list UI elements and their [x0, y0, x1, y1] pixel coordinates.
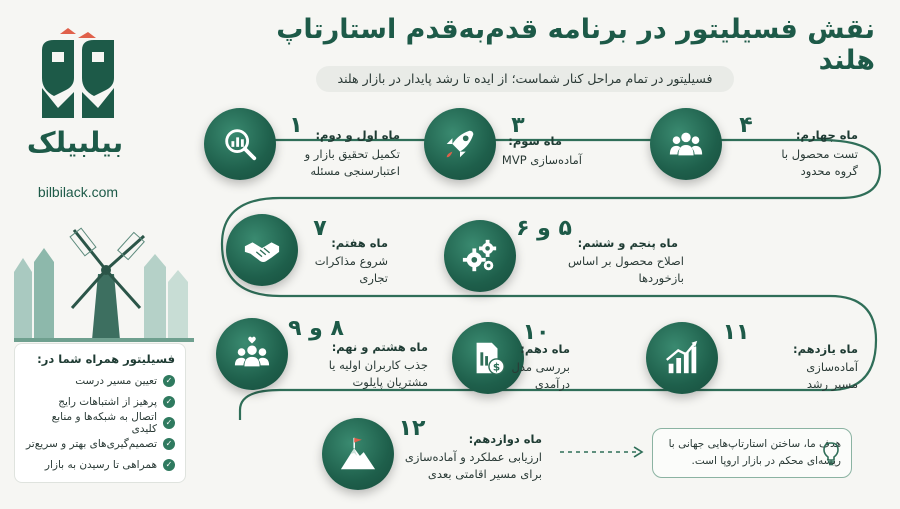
- step-10-title: ماه دهم:: [520, 342, 570, 356]
- page-subtitle: فسیلیتور در تمام مراحل کنار شماست؛ از ایده تا رشد پایدار در بازار هلند: [316, 66, 734, 92]
- handshake-icon: [243, 231, 281, 269]
- step-10-number: ۱۰: [522, 320, 550, 345]
- brand-website[interactable]: bilbilack.com: [37, 184, 119, 200]
- step-7-desc: شروع مذاکرات تجاری: [314, 254, 388, 285]
- benefits-title: فسیلیتور همراه شما در:: [37, 352, 175, 366]
- check-icon: ✓: [163, 417, 175, 429]
- step-4-title: ماه چهارم:: [795, 128, 858, 142]
- rocket-icon: [441, 125, 479, 163]
- step-11-title: ماه یازدهم:: [793, 342, 858, 356]
- mountain-flag-icon: [339, 435, 377, 473]
- step-5-6-number: ۵ و ۶: [516, 216, 572, 241]
- step-3-number: ۳: [511, 113, 525, 138]
- users-heart-icon: [233, 335, 271, 373]
- windmill-city-illustration: [14, 212, 194, 342]
- benefit-item: ✓ اتصال به شبکه‌ها و منابع کلیدی: [25, 412, 175, 433]
- benefit-item: ✓ پرهیز از اشتباهات رایج: [25, 391, 175, 412]
- step-4-icon-circle: [650, 108, 722, 180]
- facilitator-benefits-box: [14, 343, 186, 483]
- step-12-number: ۱۲: [398, 416, 426, 441]
- step-5-6-title: ماه پنجم و ششم:: [577, 236, 678, 250]
- check-icon: ✓: [163, 459, 175, 471]
- step-10-desc: بررسی مدل درآمدی: [511, 360, 570, 391]
- step-1-desc: تکمیل تحقیق بازار و اعتبارسنجی مسئله: [304, 147, 400, 178]
- step-1-number: ۱: [289, 113, 303, 138]
- step-7-number: ۷: [313, 216, 327, 241]
- step-5-6-icon-circle: [444, 220, 516, 292]
- step-8-9-icon-circle: [216, 318, 288, 390]
- benefit-item: ✓ همراهی تا رسیدن به بازار: [25, 454, 175, 475]
- lightbulb-icon: [820, 440, 842, 466]
- check-icon: ✓: [163, 438, 175, 450]
- step-4-number: ۴: [739, 113, 753, 138]
- step-8-9-title: ماه هشتم و نهم:: [331, 340, 428, 354]
- step-3-title: ماه سوم:: [508, 134, 562, 148]
- group-icon: [667, 125, 705, 163]
- step-3-desc: آماده‌سازی MVP: [501, 153, 582, 167]
- growth-chart-icon: [663, 339, 701, 377]
- step-8-9-desc: جذب کاربران اولیه یا مشتریان پایلوت: [328, 358, 428, 389]
- goal-text: هدف ما، ساختن استارتاپ‌هایی جهانی با ریشه‌ای محکم در بازار اروپا است.: [668, 438, 841, 467]
- svg-text:$: $: [492, 361, 501, 374]
- magnifier-chart-icon: [221, 125, 259, 163]
- page-title: نقش فسیلیتور در برنامه قدم‌به‌قدم استارتاپ هلند: [276, 14, 875, 76]
- step-1-title: ماه اول و دوم:: [315, 128, 400, 142]
- brand-name: بیلبیلک: [26, 126, 124, 159]
- step-11-desc: آماده‌سازی مسیر رشد: [806, 360, 858, 391]
- step-11-number: ۱۱: [722, 320, 750, 345]
- step-12-title: ماه دوازدهم:: [468, 432, 542, 446]
- step-8-9-number: ۸ و ۹: [288, 316, 344, 341]
- step-12-desc: ارزیابی عملکرد و آماده‌سازی برای مسیر اقامتی بعدی: [404, 450, 542, 481]
- gears-icon: [461, 237, 499, 275]
- step-5-6-desc: اصلاح محصول بر اساس بازخوردها: [568, 254, 684, 285]
- step-7-title: ماه هفتم:: [331, 236, 388, 250]
- check-icon: ✓: [163, 375, 175, 387]
- check-icon: ✓: [163, 396, 175, 408]
- brand-logo: [38, 28, 118, 123]
- benefit-item: ✓ تصمیم‌گیری‌های بهتر و سریع‌تر: [25, 433, 175, 454]
- benefit-item: ✓ تعیین مسیر درست: [25, 370, 175, 391]
- step-3-icon-circle: [424, 108, 496, 180]
- step-4-desc: تست محصول با گروه محدود: [781, 147, 858, 178]
